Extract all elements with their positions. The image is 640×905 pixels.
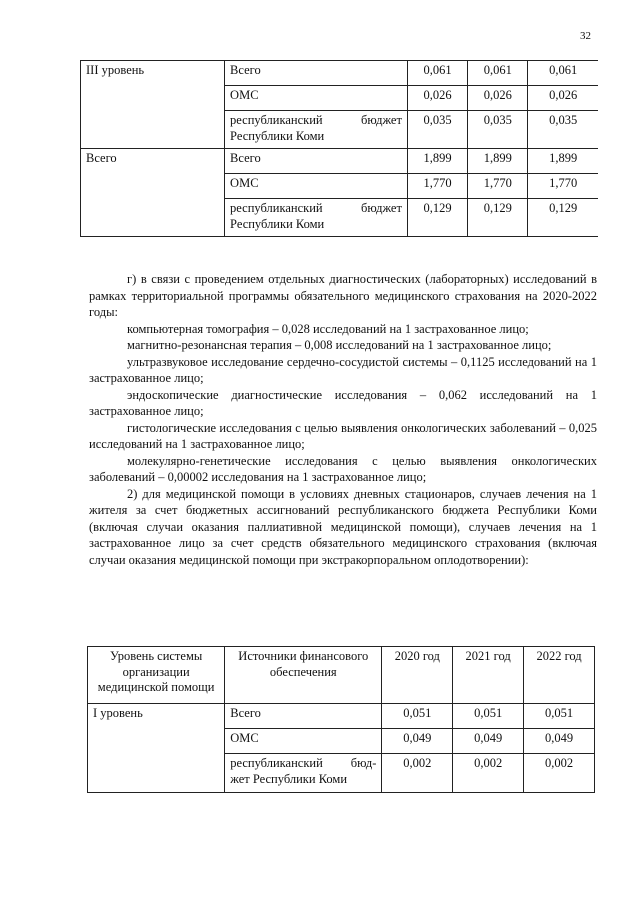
source-line-2: жет Республики Коми (230, 771, 348, 786)
paragraph: эндоскопические диагностические исследования – 0,062 исследований на 1 застрахованное лицо; (89, 387, 597, 418)
value-2020: 1,899 (407, 149, 467, 174)
source-cell: ОМС (225, 174, 408, 199)
level-cell: Всего (81, 149, 225, 237)
source-word: бюджет (361, 113, 402, 127)
value-2021: 0,002 (453, 754, 524, 793)
paragraph: ультразвуковое исследование сердечно-сосудистой системы – 0,1125 исследований на 1 застрахованное лицо; (89, 354, 597, 385)
value-2020: 0,061 (407, 61, 467, 86)
level-cell: III уровень (81, 61, 225, 149)
paragraph: гистологические исследования с целью выявления онкологических заболеваний – 0,025 исследований на 1 застрахованное лицо; (89, 420, 597, 451)
table-row (81, 149, 599, 174)
value-2022: 0,035 (528, 111, 598, 149)
value-2022: 0,061 (528, 61, 598, 86)
value-2020: 0,002 (382, 754, 453, 793)
table-level-3-and-total (80, 60, 598, 237)
value-2022: 0,026 (528, 86, 598, 111)
value-2021: 0,049 (453, 729, 524, 754)
source-cell: Всего (225, 149, 408, 174)
value-2021: 1,899 (468, 149, 528, 174)
source-cell (225, 754, 382, 793)
value-2021: 0,061 (468, 61, 528, 86)
source-cell: ОМС (225, 86, 408, 111)
header-source: Источники финансового обеспечения (225, 647, 382, 704)
body-text (89, 271, 597, 568)
value-2020: 1,770 (407, 174, 467, 199)
value-2022: 0,049 (524, 729, 595, 754)
table-row (81, 61, 599, 86)
table-row (88, 704, 595, 729)
source-cell: Всего (225, 61, 408, 86)
value-2022: 0,129 (528, 199, 598, 237)
value-2022: 1,770 (528, 174, 598, 199)
header-2021: 2021 год (453, 647, 524, 704)
table-header-row (88, 647, 595, 704)
value-2021: 0,035 (468, 111, 528, 149)
value-2022: 0,002 (524, 754, 595, 793)
source-cell: Всего (225, 704, 382, 729)
header-level: Уровень системы организации медицинской помощи (88, 647, 225, 704)
table-day-hospital (87, 646, 595, 793)
source-line-2: Республики Коми (230, 128, 325, 143)
source-word: республиканский (230, 201, 323, 215)
page-number: 32 (580, 30, 591, 42)
value-2022: 0,051 (524, 704, 595, 729)
paragraph: молекулярно-генетические исследования с целью выявления онкологических заболеваний – 0,00002 исследования на 1 застрахованное лицо; (89, 453, 597, 484)
value-2022: 1,899 (528, 149, 598, 174)
value-2020: 0,051 (382, 704, 453, 729)
paragraph: 2) для медицинской помощи в условиях дневных стационаров, случаев лечения на 1 жителя за счет бюджетных ассигнований республиканского бюджета Республики Коми (включая случаи оказания паллиативной медицинской помощи), случаев лечения на 1 застрахованное лицо за счет средств обязательного медицинского страхования (включая случаи оказания медицинской помощи при экстракорпоральном оплодотворении): (89, 486, 597, 567)
value-2021: 0,129 (468, 199, 528, 237)
source-line-2: Республики Коми (230, 216, 325, 231)
paragraph: магнитно-резонансная терапия – 0,008 исследований на 1 застрахованное лицо; (127, 338, 552, 352)
source-cell (225, 111, 408, 149)
header-2020: 2020 год (382, 647, 453, 704)
level-cell: I уровень (88, 704, 225, 793)
value-2020: 0,035 (407, 111, 467, 149)
source-word: бюджет (361, 201, 402, 215)
value-2021: 1,770 (468, 174, 528, 199)
source-word: республиканский (230, 756, 323, 770)
header-2022: 2022 год (524, 647, 595, 704)
source-word: республиканский (230, 113, 323, 127)
source-cell (225, 199, 408, 237)
value-2020: 0,129 (407, 199, 467, 237)
source-word: бюд- (350, 756, 377, 770)
value-2021: 0,026 (468, 86, 528, 111)
source-cell: ОМС (225, 729, 382, 754)
value-2020: 0,026 (407, 86, 467, 111)
value-2020: 0,049 (382, 729, 453, 754)
paragraph: компьютерная томография – 0,028 исследований на 1 застрахованное лицо; (127, 321, 529, 336)
value-2021: 0,051 (453, 704, 524, 729)
paragraph: г) в связи с проведением отдельных диагностических (лабораторных) исследований в рамках территориальной программы обязательного медицинского страхования на 2020-2022 годы: (89, 272, 597, 319)
